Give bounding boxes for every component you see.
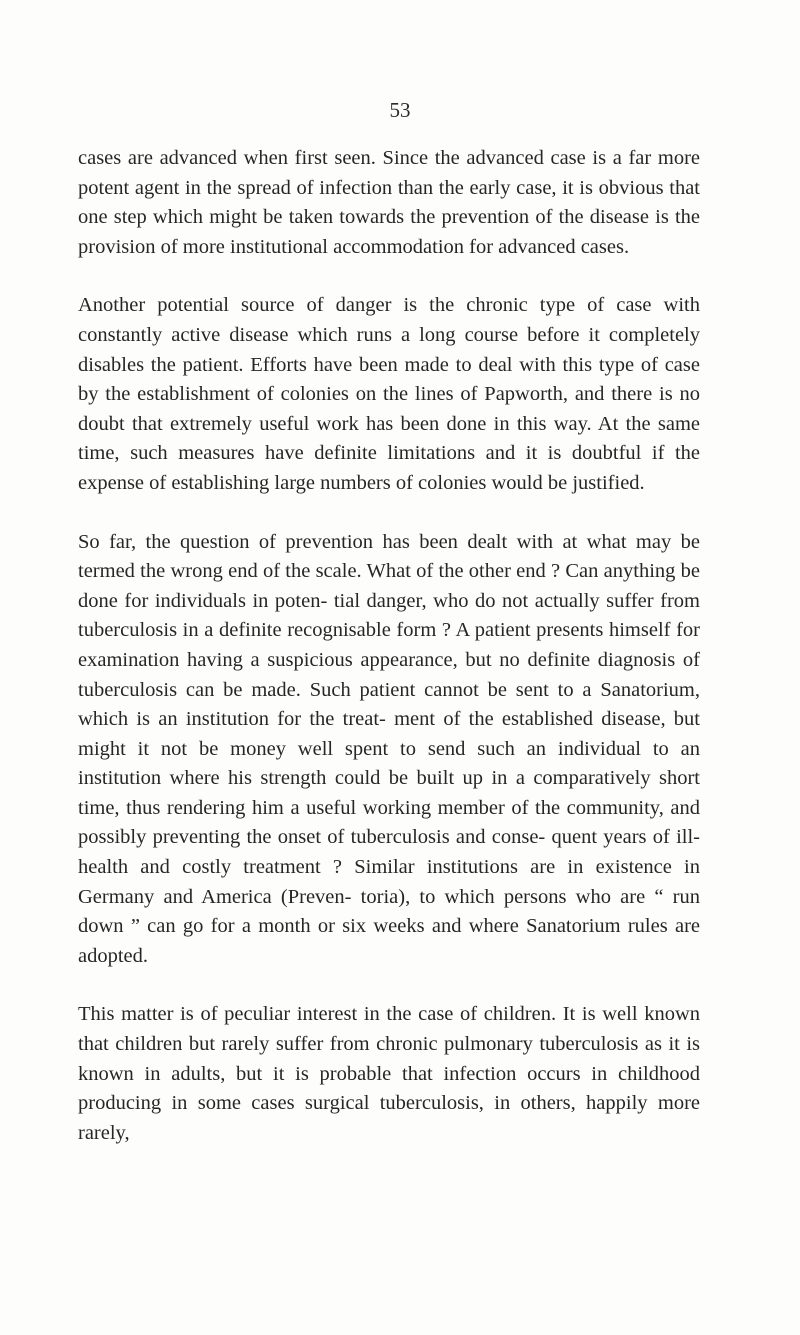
body-text [78,144,700,1177]
paragraph-prevention-scale: So far, the question of prevention has been dealt with at what may be termed the wrong end of the scale. What of the other end ? Can anything be done for individuals in poten- tial danger, who do not actually suffer from tuberculosis in a definite recognisable form ? A patient presents himself for examination having a suspicious appearance, but no definite diagnosis of tuberculosis can be made. Such patient cannot be sent to a Sanatorium, which is an institution for the treat- ment of the established disease, but might it not be money well spent to send such an individual to an institution where his strength could be built up in a comparatively short time, thus rendering him a useful working member of the community, and possibly preventing the onset of tuberculosis and conse- quent years of ill-health and costly treatment ? Similar institutions are in existence in Germany and America (Preven- toria), to which persons who are “ run down ” can go for a month or six weeks and where Sanatorium rules are adopted. [78,530,700,967]
paragraph-chronic-type: Another potential source of danger is the chronic type of case with constantly active disease which runs a long course before it completely disables the patient. Efforts have been made to deal with this type of case by the establishment of colonies on the lines of Papworth, and there is no doubt that extremely useful work has been done in this way. At the same time, such measures have definite limitations and it is doubtful if the expense of establishing large numbers of colonies would be justified. [78,294,700,494]
paragraph-advanced-cases: cases are advanced when first seen. Since the advanced case is a far more potent agent in the spread of infection than the early case, it is obvious that one step which might be taken towards the prevention of the disease is the provision of more institutional accommodation for advanced cases. [78,147,700,258]
paragraph-children: This matter is of peculiar interest in the case of children. It is well known that children but rarely suffer from chronic pulmonary tuberculosis as it is known in adults, but it is probable that infection occurs in childhood producing in some cases surgical tuberculosis, in others, happily more rarely, [78,1003,700,1144]
page-number: 53 [389,98,411,122]
